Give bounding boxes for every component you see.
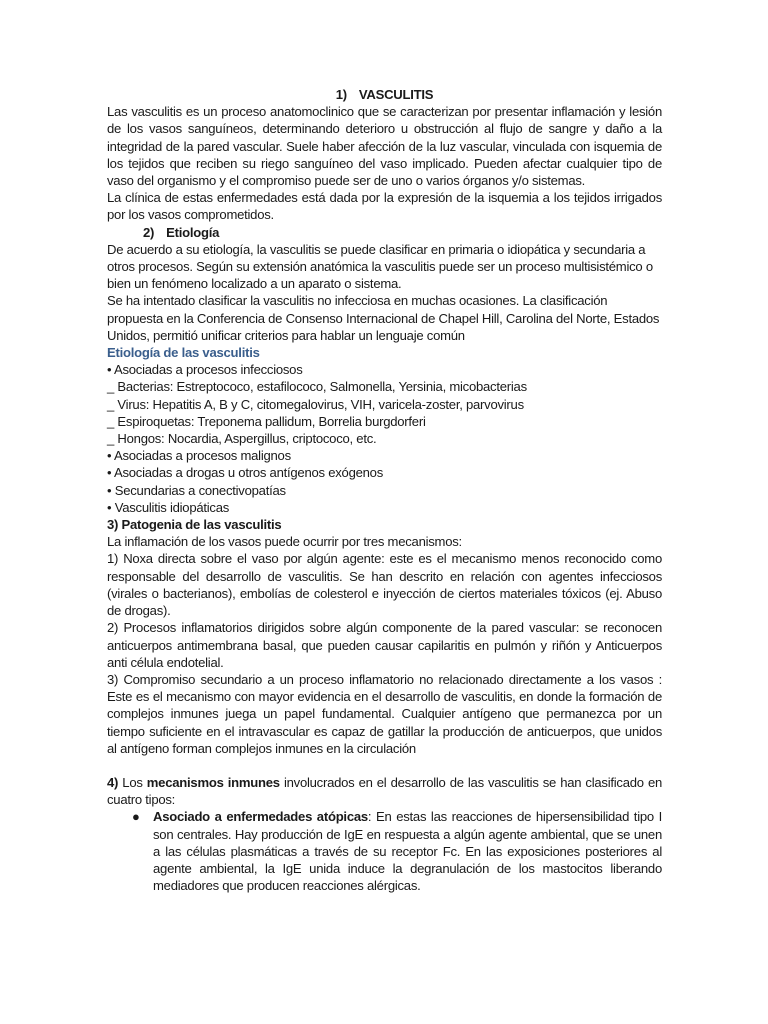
section-3-heading: 3) Patogenia de las vasculitis	[107, 517, 282, 533]
etiology-subheading: Etiología de las vasculitis	[107, 345, 260, 361]
mechanism-3: 3) Compromiso secundario a un proceso inflamatorio no relacionado directamente a los vasos : Este es el mecanismo con mayor evidencia en el desarrollo de vasculitis, en donde la formación de complejos inmunes juega un papel fundamental. Cualquier antígeno que permanezca por un tiempo suficiente en el intravascular es capaz de gatillar la producción de anticuerpos, que unidos al antígeno forman complejos inmunes en la circulación	[107, 671, 662, 756]
section-1-heading	[107, 86, 662, 103]
mechanism-1: 1) Noxa directa sobre el vaso por algún agente: este es el mecanismo menos reconocido como responsable del desarrollo de vasculitis. Se han descrito en relación con agentes infecciosos (virales o bacterianos), embolías de colesterol e inyección de ciertos materiales tóxicos (ej. Abuso de drogas).	[107, 551, 662, 619]
etiology-item: _ Hongos: Nocardia, Aspergillus, criptococo, etc.	[107, 431, 377, 447]
section-3-intro: La inflamación de los vasos puede ocurrir por tres mecanismos:	[107, 534, 462, 550]
section-2-paragraph-2: Se ha intentado clasificar la vasculitis no infecciosa en muchas ocasiones. La clasificación propuesta en la Conferencia de Consenso Internacional de Chapel Hill, Carolina del Norte, Estados Unidos, permitió unificar criterios para hablar un lenguaje común	[107, 293, 660, 343]
section-2-paragraph-1: De acuerdo a su etiología, la vasculitis se puede clasificar en primaria o idiopática y secundaria a otros procesos. Según su extensión anatómica la vasculitis puede ser un proceso multisistémico o bien un fenómeno localizado a un aparato o sistema.	[107, 241, 653, 292]
etiology-item: • Asociadas a drogas u otros antígenos exógenos	[107, 465, 383, 481]
etiology-item: • Asociadas a procesos malignos	[107, 448, 291, 464]
paragraph-spacer	[107, 757, 662, 774]
section-1-number: 1)	[335, 87, 347, 102]
etiology-item: _ Virus: Hepatitis A, B y C, citomegalovirus, VIH, varicela-zoster, parvovirus	[107, 396, 524, 412]
section-4-text-1: Los	[118, 774, 147, 790]
list-item-text: : En estas las reacciones de hipersensibilidad tipo I son centrales. Hay producción de IgE en respuesta a algún agente ambiental, que se unen a las células plasmáticas a través de su receptor Fc. En las exposiciones posteriores al agente ambiental, la IgE unida induce la degranulación de los mastocitos liberando mediadores que producen reacciones alérgicas.	[153, 809, 662, 894]
section-4-bold-term: mecanismos inmunes	[146, 774, 280, 790]
bullet-icon: ●	[132, 809, 140, 825]
etiology-item: _ Espiroquetas: Treponema pallidum, Borrelia burgdorferi	[107, 413, 426, 429]
section-4-text-2: involucrados en el desarrollo de las vasculitis se han clasificado en cuatro tipos:	[107, 774, 663, 808]
etiology-item: • Vasculitis idiopáticas	[107, 499, 230, 515]
etiology-item: _ Bacterias: Estreptococo, estafilococo, Salmonella, Yersinia, micobacterias	[107, 379, 527, 395]
section-4-number: 4)	[107, 774, 119, 790]
list-item-title: Asociado a enfermedades atópicas	[153, 809, 368, 825]
section-2-number: 2)	[143, 224, 155, 240]
section-1-title: VASCULITIS	[358, 87, 434, 102]
list-item	[132, 808, 662, 894]
section-2-title: Etiología	[166, 224, 220, 240]
section-1-paragraph-2: La clínica de estas enfermedades está dada por la expresión de la isquemia a los tejidos irrigados por los vasos comprometidos.	[107, 190, 662, 223]
section-1-paragraph-1: Las vasculitis es un proceso anatomoclinico que se caracterizan por presentar inflamación y lesión de los vasos sanguíneos, determinando deterioro u obstrucción al flujo de sangre y daño a la integridad de la pared vascular. Suele haber afección de la luz vascular, vinculada con isquemia de los tejidos que reciben su riego sanguíneo del vaso implicado. Pueden afectar cualquier tipo de vaso del organismo y el compromiso puede ser de uno o varios órganos y/o sistemas.	[107, 104, 662, 189]
section-2-heading	[143, 224, 662, 241]
etiology-item: • Secundarias a conectivopatías	[107, 482, 286, 498]
immune-mechanisms-list	[107, 808, 662, 894]
section-4-paragraph	[107, 774, 662, 808]
etiology-item: • Asociadas a procesos infecciosos	[107, 362, 303, 378]
mechanism-2: 2) Procesos inflamatorios dirigidos sobre algún componente de la pared vascular: se reconocen anticuerpos antimembrana basal, que pueden causar capilaritis en pulmón y riñón y Anticuerpos anti célula endotelial.	[107, 620, 662, 670]
